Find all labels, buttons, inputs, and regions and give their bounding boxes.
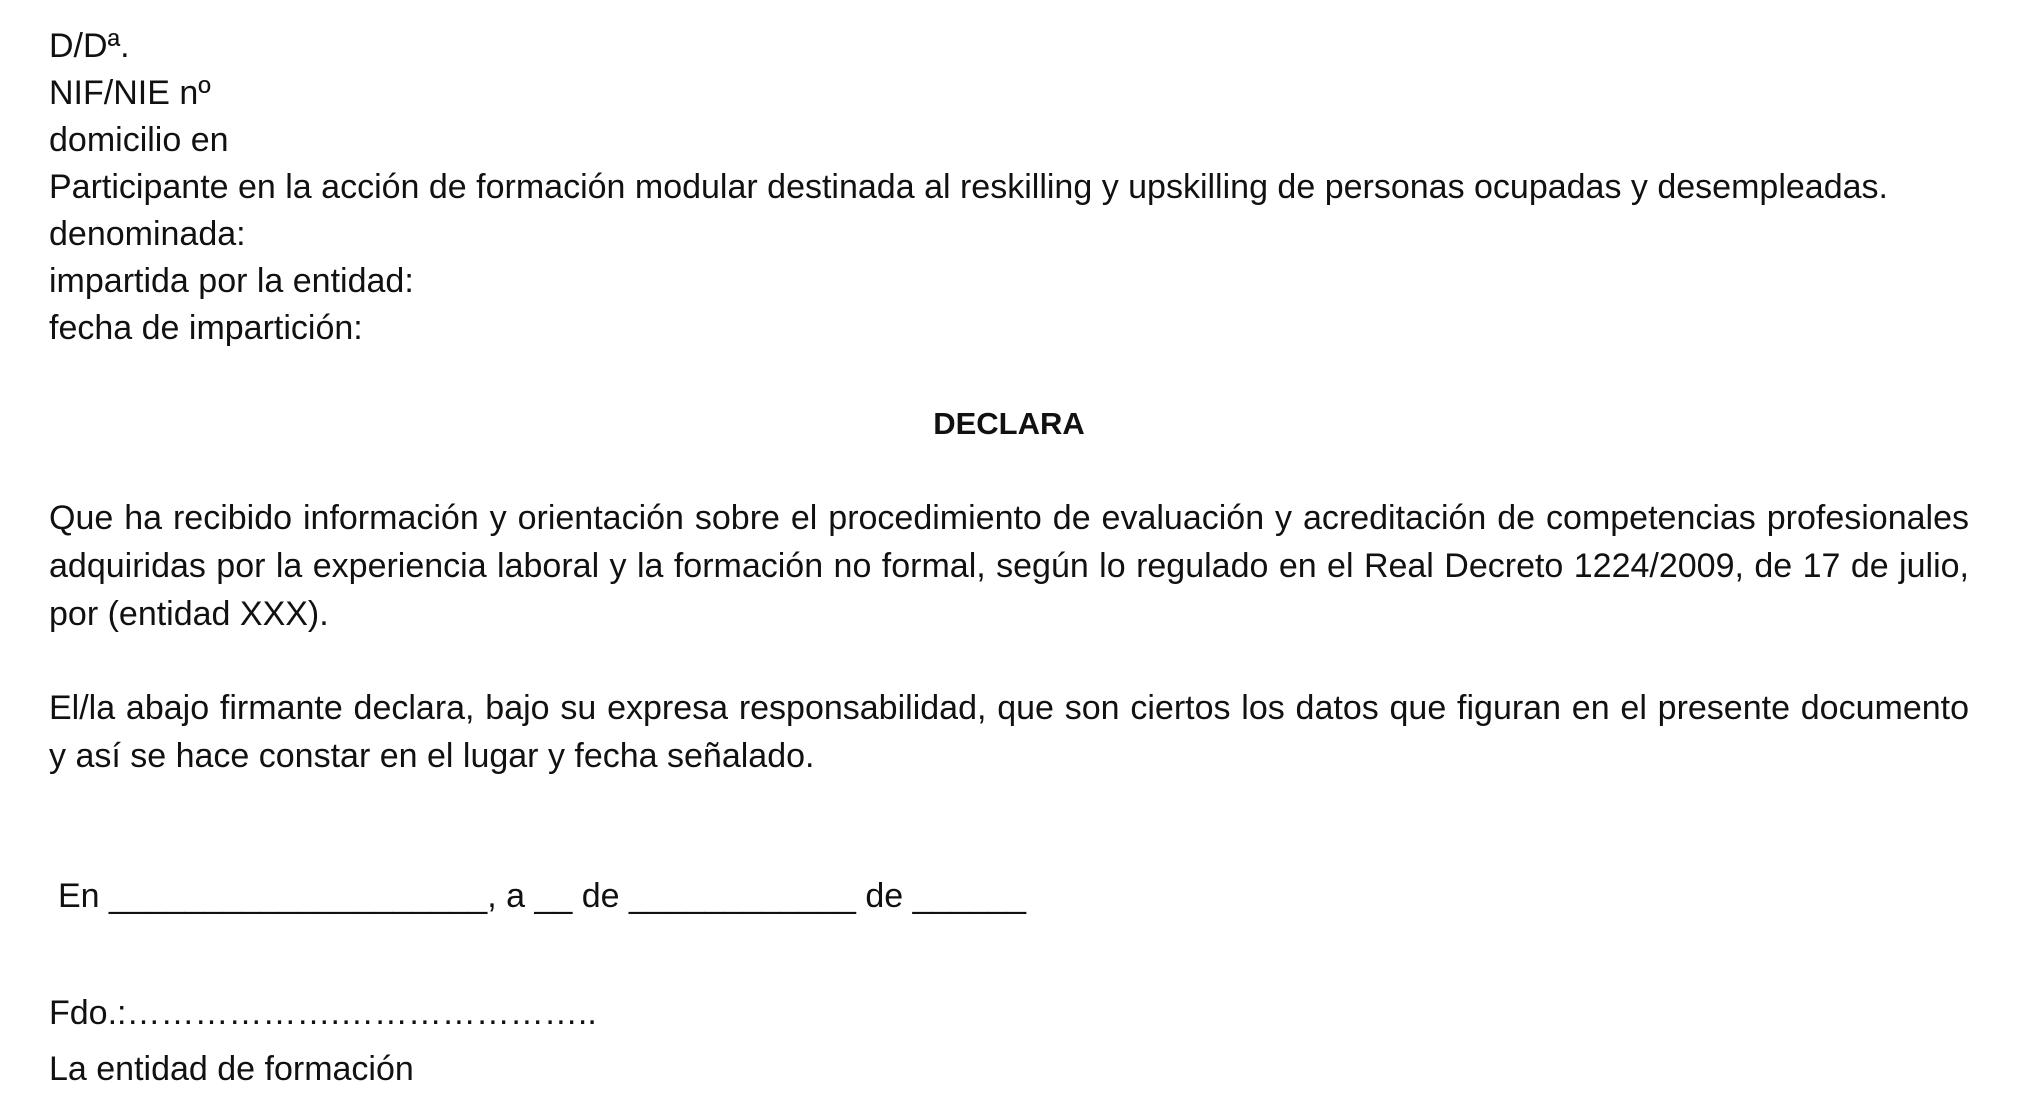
signature-line: Fdo.:……………….………………….. [49, 994, 597, 1032]
entity-label: impartida por la entidad: [49, 262, 414, 300]
name-label: D/Dª. [49, 27, 130, 65]
declaration-paragraph-1: Que ha recibido información y orientación sobre el procedimiento de evaluación y acreditación de competencias profesionales adquiridas por la experiencia laboral y la formación no formal, según lo regulado en el Real Decreto 1224/2009, de 17 de julio, por (entidad XXX). [49, 499, 1969, 633]
denomination-label: denominada: [49, 215, 246, 253]
date-label: fecha de impartición: [49, 309, 363, 347]
address-label: domicilio en [49, 121, 229, 159]
participant-text: Participante en la acción de formación modular destinada al reskilling y upskilling de personas ocupadas y desempleadas. [49, 168, 1888, 206]
place-date-line: En ____________________, a __ de ____________ de ______ [58, 877, 1027, 915]
training-entity-label: La entidad de formación [49, 1050, 414, 1088]
nif-label: NIF/NIE nº [49, 74, 211, 112]
declaration-heading: DECLARA [933, 406, 1085, 441]
declaration-paragraph-2: El/la abajo firmante declara, bajo su expresa responsabilidad, que son ciertos los datos que figuran en el presente documento y así se hace constar en el lugar y fecha señalado. [49, 689, 1969, 775]
